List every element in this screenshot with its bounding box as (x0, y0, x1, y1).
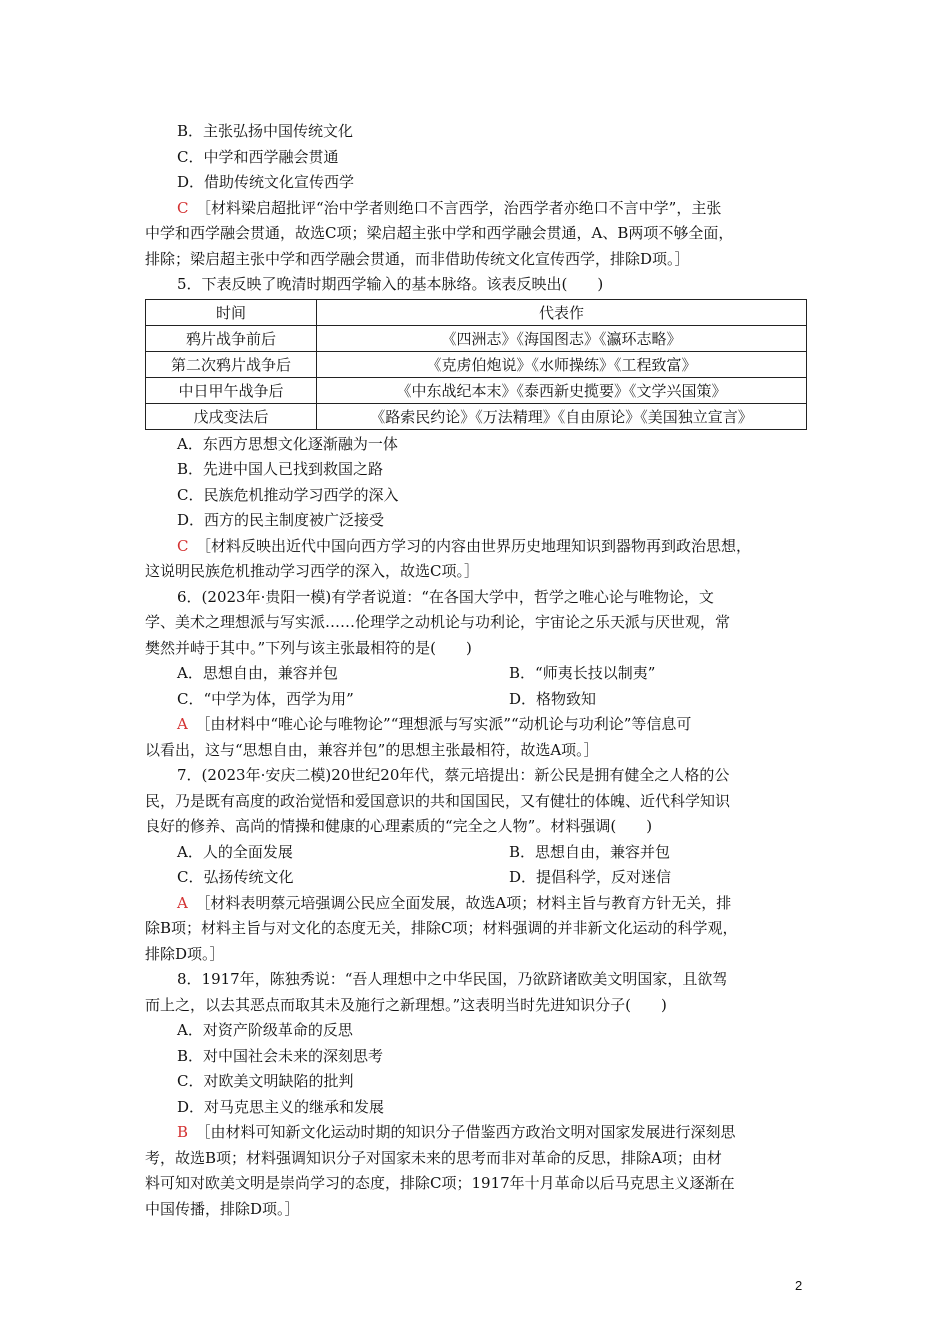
q7-explanation-1: ［材料表明蔡元培强调公民应全面发展，故选A项；材料主旨与教育方针无关，排 (202, 893, 732, 912)
table-row (146, 403, 807, 429)
q8-answer-letter: B (177, 1123, 189, 1141)
table-row (146, 325, 807, 351)
q5-option-c: C．民族危机推动学习西学的深入 (177, 485, 399, 504)
q5-stem: 5．下表反映了晚清时期西学输入的基本脉络。该表反映出( ) (177, 275, 604, 293)
page-number: 2 (795, 1278, 803, 1293)
table-cell: 中日甲午战争后 (146, 377, 317, 403)
q4-option-d: D．借助传统文化宣传西学 (177, 173, 355, 191)
q8-stem-1: 8．1917年，陈独秀说：“吾人理想中之中华民国，乃欲跻诸欧美文明国家，且欲驾 (177, 970, 728, 988)
q6-option-b: B．“师夷长技以制夷” (509, 664, 656, 682)
table-header-time: 时间 (146, 299, 317, 325)
q6-stem-1: 6．(2023年·贵阳一模)有学者说道：“在各国大学中，哲学之唯心论与唯物论，文 (177, 587, 714, 606)
q4-explanation-2: 中学和西学融会贯通，故选C项；梁启超主张中学和西学融会贯通，A、B两项不够全面， (145, 224, 734, 242)
table-cell: 《中东战纪本末》《泰西新史揽要》《文学兴国策》 (317, 377, 807, 403)
table-cell: 《克虏伯炮说》《水师操练》《工程致富》 (317, 351, 807, 377)
q5-answer-letter: C (177, 536, 189, 555)
table-row (146, 377, 807, 403)
q7-stem-1: 7．(2023年·安庆二模)20世纪20年代，蔡元培提出：新公民是拥有健全之人格的公 (177, 766, 730, 784)
q7-option-a: A．人的全面发展 (177, 842, 293, 861)
q8-option-d: D．对马克思主义的继承和发展 (177, 1097, 385, 1116)
table-cell: 《四洲志》《海国图志》《瀛环志略》 (317, 325, 807, 351)
q8-option-a: A．对资产阶级革命的反思 (177, 1021, 353, 1039)
q6-stem-2: 学、美术之理想派与写实派……伦理学之动机论与功利论，宇宙论之乐天派与厌世观，常 (145, 613, 731, 631)
q8-answer-line-1 (145, 1120, 810, 1146)
q7-stem-3: 良好的修养、高尚的情操和健康的心理素质的“完全之人物”。材料强调( ) (145, 817, 653, 835)
q6-option-c: C．“中学为体，西学为用” (177, 689, 354, 708)
q5-answer-line-1 (145, 534, 810, 560)
table-header-row (146, 299, 807, 325)
page-content (145, 119, 810, 1222)
q6-stem-3: 樊然并峙于其中。”下列与该主张最相符的是( ) (145, 638, 472, 657)
q4-explanation-3: 排除；梁启超主张中学和西学融会贯通，而非借助传统文化宣传西学，排除D项。］ (145, 249, 690, 268)
q5-option-b: B．先进中国人已找到救国之路 (177, 460, 384, 478)
q5-option-a: A．东西方思想文化逐渐融为一体 (177, 434, 398, 453)
table-cell: 《路索民约论》《万法精理》《自由原论》《美国独立宣言》 (317, 403, 807, 429)
q7-explanation-2: 除B项；材料主旨与对文化的态度无关，排除C项；材料强调的并非新文化运动的科学观， (145, 919, 738, 937)
q7-stem-2: 民，乃是既有高度的政治觉悟和爱国意识的共和国国民，又有健壮的体魄、近代科学知识 (145, 791, 731, 810)
q7-options-row-2 (145, 865, 810, 891)
table-cell: 第二次鸦片战争后 (146, 351, 317, 377)
q5-explanation-1: ［材料反映出近代中国向西方学习的内容由世界历史地理知识到器物再到政治思想， (203, 536, 752, 555)
q8-explanation-2: 考，故选B项；材料强调知识分子对国家未来的思考而非对革命的反思，排除A项；由材 (145, 1148, 722, 1167)
q7-answer-letter: A (177, 893, 188, 912)
q7-option-c: C．弘扬传统文化 (177, 868, 294, 886)
q4-option-b: B．主张弘扬中国传统文化 (177, 122, 354, 140)
q6-explanation-2: 以看出，这与“思想自由，兼容并包”的思想主张最相符，故选A项。］ (145, 740, 599, 759)
q7-answer-line-1 (145, 891, 810, 917)
q8-explanation-4: 中国传播，排除D项。］ (145, 1199, 300, 1218)
q4-answer-line-1 (145, 196, 810, 222)
q8-explanation-1: ［由材料可知新文化运动时期的知识分子借鉴西方政治文明对国家发展进行深刻思 (203, 1123, 736, 1141)
q6-options-row-2 (145, 687, 810, 713)
table-cell: 戊戌变法后 (146, 403, 317, 429)
q8-explanation-3: 料可知对欧美文明是崇尚学习的态度，排除C项；1917年十月革命以后马克思主义逐渐在 (145, 1174, 735, 1192)
q6-explanation-1: ［由材料中“唯心论与唯物论”“理想派与写实派”“动机论与功利论”等信息可 (202, 715, 692, 733)
q5-explanation-2: 这说明民族危机推动学习西学的深入，故选C项。］ (145, 562, 479, 580)
q7-option-b: B．思想自由，兼容并包 (509, 842, 671, 861)
q4-answer-letter: C (177, 198, 189, 217)
q4-explanation-1: ［材料梁启超批评“治中学者则绝口不言西学，治西学者亦绝口不言中学”，主张 (203, 198, 722, 217)
table-cell: 鸦片战争前后 (146, 325, 317, 351)
q5-option-d: D．西方的民主制度被广泛接受 (177, 511, 385, 529)
q8-stem-2: 而上之，以去其恶点而取其未及施行之新理想。”这表明当时先进知识分子( ) (145, 995, 667, 1014)
q6-options-row-1 (145, 661, 810, 687)
q8-option-b: B．对中国社会未来的深刻思考 (177, 1046, 384, 1065)
q8-option-c: C．对欧美文明缺陷的批判 (177, 1072, 354, 1090)
q6-answer-letter: A (177, 715, 188, 733)
q4-option-c: C．中学和西学融会贯通 (177, 147, 339, 166)
q6-option-a: A．思想自由，兼容并包 (177, 664, 338, 682)
q7-options-row-1 (145, 840, 810, 866)
q6-answer-line-1 (145, 712, 810, 738)
table-row (146, 351, 807, 377)
q6-option-d: D．格物致知 (509, 689, 597, 708)
table-header-works: 代表作 (317, 299, 807, 325)
q7-option-d: D．提倡科学，反对迷信 (509, 868, 672, 886)
q5-table (145, 299, 807, 430)
q7-explanation-3: 排除D项。］ (145, 944, 225, 963)
